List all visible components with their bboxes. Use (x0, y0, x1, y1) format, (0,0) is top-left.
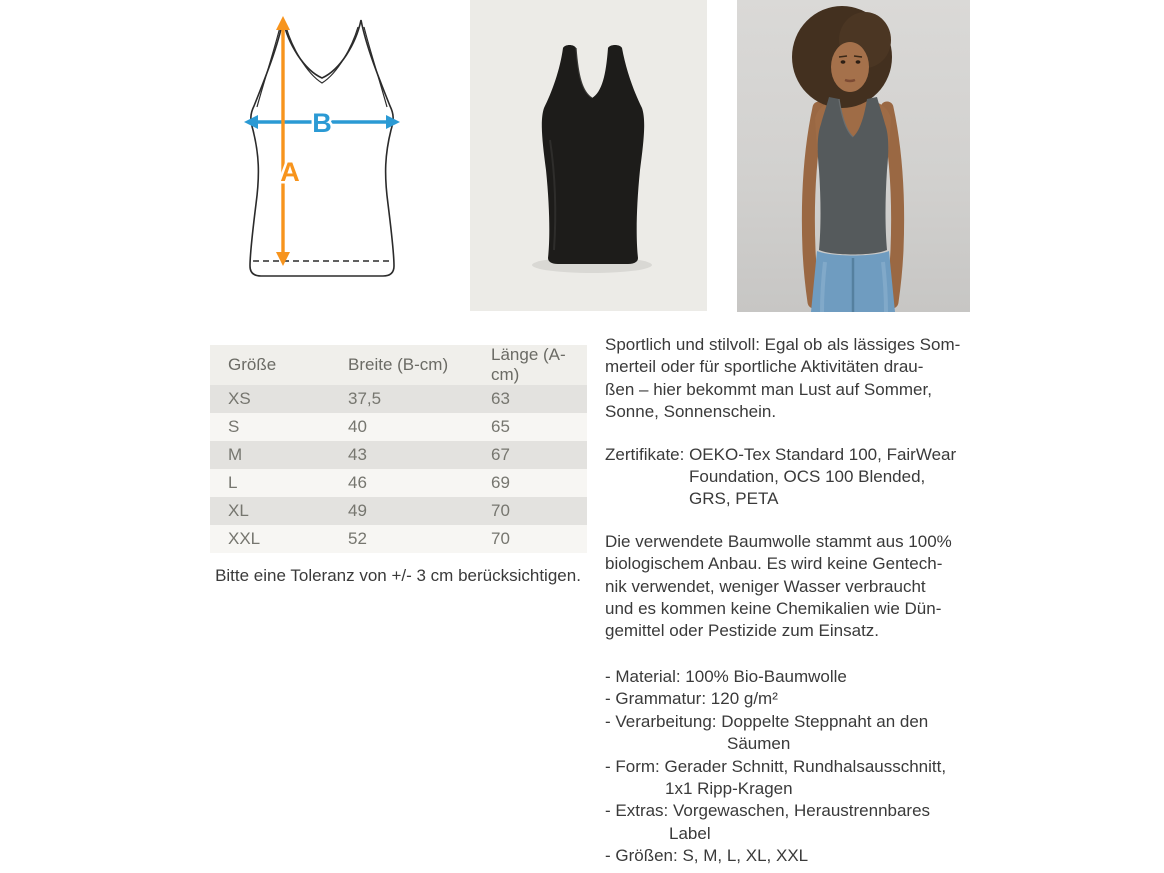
spec-item-continuation: Label (669, 823, 711, 843)
model-photo-tank-top (737, 0, 970, 312)
spec-item: - Verarbeitung: Doppelte Steppnaht an den (605, 711, 929, 731)
spec-item: - Form: Gerader Schnitt, Rundhalsausschnitt, (605, 756, 947, 776)
size-cell: L (210, 469, 330, 497)
description-line: gemittel oder Pestizide zum Einsatz. (605, 621, 880, 641)
model-face (831, 42, 869, 92)
length-cell: 69 (473, 469, 587, 497)
size-row-xs (210, 385, 587, 413)
spec-item: - Material: 100% Bio-Baumwolle (605, 666, 847, 686)
width-cell: 49 (330, 497, 473, 525)
description-line: Zertifikate: OEKO-Tex Standard 100, FairWear (605, 444, 957, 464)
description-line: GRS, PETA (689, 489, 779, 509)
size-chart (210, 345, 587, 553)
header-size: Größe (210, 345, 330, 385)
size-row-s (210, 413, 587, 441)
description-line: biologischem Anbau. Es wird keine Gentech- (605, 554, 943, 574)
certificates-paragraph (605, 444, 985, 511)
tolerance-note: Bitte eine Toleranz von +/- 3 cm berücksichtigen. (215, 566, 581, 585)
cotton-paragraph (605, 531, 985, 643)
width-label: B (312, 108, 332, 138)
spec-item: - Extras: Vorgewaschen, Heraustrennbares (605, 801, 931, 821)
spec-item-continuation: 1x1 Ripp-Kragen (665, 778, 793, 798)
size-cell: M (210, 441, 330, 469)
model-left-eye (841, 60, 846, 63)
product-description (605, 334, 985, 873)
width-cell: 46 (330, 469, 473, 497)
spec-item-continuation: Säumen (727, 734, 791, 754)
length-cell: 63 (473, 385, 587, 413)
length-cell: 67 (473, 441, 587, 469)
length-cell: 65 (473, 413, 587, 441)
size-row-m (210, 441, 587, 469)
specs-list (605, 666, 985, 868)
width-cell: 43 (330, 441, 473, 469)
product-photo-black-tank-top (470, 0, 707, 311)
size-table (210, 345, 587, 553)
description-line: Die verwendete Baumwolle stammt aus 100% (605, 531, 952, 551)
black-tank-silhouette (542, 45, 644, 264)
width-cell: 40 (330, 413, 473, 441)
size-cell: S (210, 413, 330, 441)
description-line: ßen – hier bekommt man Lust auf Sommer, (605, 379, 932, 399)
description-line: nik verwendet, weniger Wasser verbraucht (605, 576, 926, 596)
width-cell: 52 (330, 525, 473, 553)
size-cell: XXL (210, 525, 330, 553)
intro-paragraph (605, 334, 985, 424)
description-line: Sonne, Sonnenschein. (605, 402, 777, 422)
size-cell: XL (210, 497, 330, 525)
width-cell: 37,5 (330, 385, 473, 413)
tank-top-outline-drawing (242, 14, 402, 286)
length-label: A (280, 157, 300, 187)
description-line: Foundation, OCS 100 Blended, (689, 467, 926, 487)
model-right-eye (856, 60, 861, 63)
description-line: merteil oder für sportliche Aktivitäten drau- (605, 357, 924, 377)
length-cell: 70 (473, 497, 587, 525)
size-table-header-row (210, 345, 587, 385)
description-line: Sportlich und stilvoll: Egal ob als lässiges Som- (605, 335, 961, 354)
size-row-l (210, 469, 587, 497)
model-wearing-tank-top-image (737, 0, 970, 312)
model-lips (845, 80, 855, 81)
header-width: Breite (B-cm) (330, 345, 473, 385)
spec-item: - Grammatur: 120 g/m² (605, 689, 778, 709)
length-cell: 70 (473, 525, 587, 553)
header-length: Länge (A-cm) (473, 345, 587, 385)
size-cell: XS (210, 385, 330, 413)
black-tank-top-image (470, 0, 707, 311)
size-row-xl (210, 497, 587, 525)
description-line: und es kommen keine Chemikalien wie Dün- (605, 599, 942, 619)
size-row-xxl (210, 525, 587, 553)
spec-item: - Größen: S, M, L, XL, XXL (605, 846, 809, 866)
size-diagram (242, 14, 402, 286)
